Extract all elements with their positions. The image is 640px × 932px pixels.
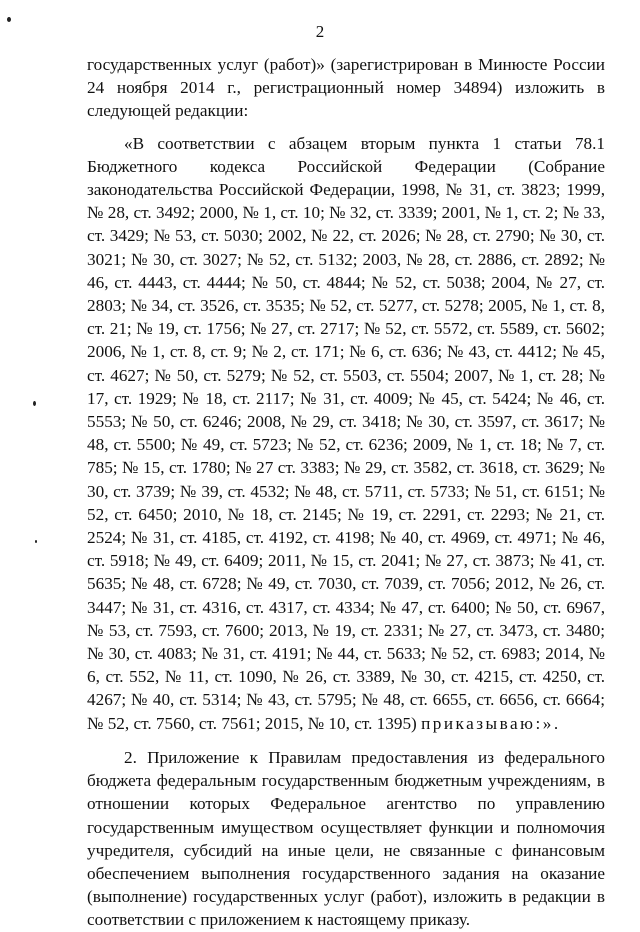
scan-speck [7,17,11,22]
page-number: 2 [315,22,325,41]
item-2-paragraph: 2. Приложение к Правилам предоставления из федерального бюджета федеральным государственным бюджетным учреждениям, в отношении которых Федеральное агентство по управлению государственным имуществом осуществляет функции и полномочия учредителя, субсидий на иные цели, не связанные с финансовым обеспечением выполнения государственного задания на оказание (выполнение) государственных услуг (работ), изложить в редакции в соответствии с приложением к настоящему приказу. [87,747,605,930]
scan-speck [35,540,37,543]
intro-paragraph: государственных услуг (работ)» (зарегистрирован в Минюсте России 24 ноября 2014 г., регистрационный номер 34894) изложить в следующей редакции: [87,55,605,121]
document-body [87,53,605,932]
quoted-text: «В соответствии с абзацем вторым пункта 1 статьи 78.1 Бюджетного кодекса Российской Федерации (Собрание законодательства Российской Федерации, 1998, № 31, ст. 3823; 1999, № 28, ст. 3492; 2000, № 1, ст. 10; № 32, ст. 3339; 2001, № 1, ст. 2; № 33, ст. 3429; № 53, ст. 5030; 2002, № 22, ст. 2026; № 28, ст. 2790; № 30, ст. 3021; № 30, ст. 3027; № 52, ст. 5132; 2003, № 28, ст. 2886, ст. 2892; № 46, ст. 4443, ст. 4444; № 50, ст. 4844; № 52, ст. 5038; 2004, № 27, ст. 2803; № 34, ст. 3526, ст. 3535; № 52, ст. 5277, ст. 5278; 2005, № 1, ст. 8, ст. 21; № 19, ст. 1756; № 27, ст. 2717; № 52, ст. 5572, ст. 5589, ст. 5602; 2006, № 1, ст. 8, ст. 9; № 2, ст. 171; № 6, ст. 636; № 43, ст. 4412; № 45, ст. 4627; № 50, ст. 5279; № 52, ст. 5503, ст. 5504; 2007, № 1, ст. 28; № 17, ст. 1929; № 18, ст. 2117; № 31, ст. 4009; № 45, ст. 5424; № 46, ст. 5553; № 50, ст. 6246; 2008, № 29, ст. 3418; № 30, ст. 3597, ст. 3617; № 48, ст. 5500; № 49, ст. 5723; № 52, ст. 6236; 2009, № 1, ст. 18; № 7, ст. 785; № 15, ст. 1780; № 27 ст. 3383; № 29, ст. 3582, ст. 3618, ст. 3629; № 30, ст. 3739; № 39, ст. 4532; № 48, ст. 5711, ст. 5733; № 51, ст. 6151; № 52, ст. 6450; 2010, № 18, ст. 2145; № 19, ст. 2291, ст. 2293; № 21, ст. 2524; № 31, ст. 4185, ст. 4192, ст. 4198; № 40, ст. 4969, ст. 4971; № 46, ст. 5918; № 49, ст. 6409; 2011, № 15, ст. 2041; № 27, ст. 3873; № 41, ст. 5635; № 48, ст. 6728; № 49, ст. 7030, ст. 7039, ст. 7056; 2012, № 26, ст. 3447; № 31, ст. 4316, ст. 4317, ст. 4334; № 47, ст. 6400; № 50, ст. 6967, № 53, ст. 7593, ст. 7600; 2013, № 19, ст. 2331; № 27, ст. 3473, ст. 3480; № 30, ст. 4083; № 31, ст. 4191; № 44, ст. 5633; № 52, ст. 6983; 2014, № 6, ст. 552, № 11, ст. 1090, № 26, ст. 3389, № 30, ст. 4215, ст. 4250, ст. 4267; № 40, ст. 5314; № 43, ст. 5795; № 48, ст. 6655, ст. 6656, ст. 6664; № 52, ст. 7560, ст. 7561; 2015, № 10, ст. 1395) [87,133,605,733]
scan-speck [33,401,36,406]
quoted-paragraph [87,132,605,735]
order-word: приказываю:». [421,713,561,733]
